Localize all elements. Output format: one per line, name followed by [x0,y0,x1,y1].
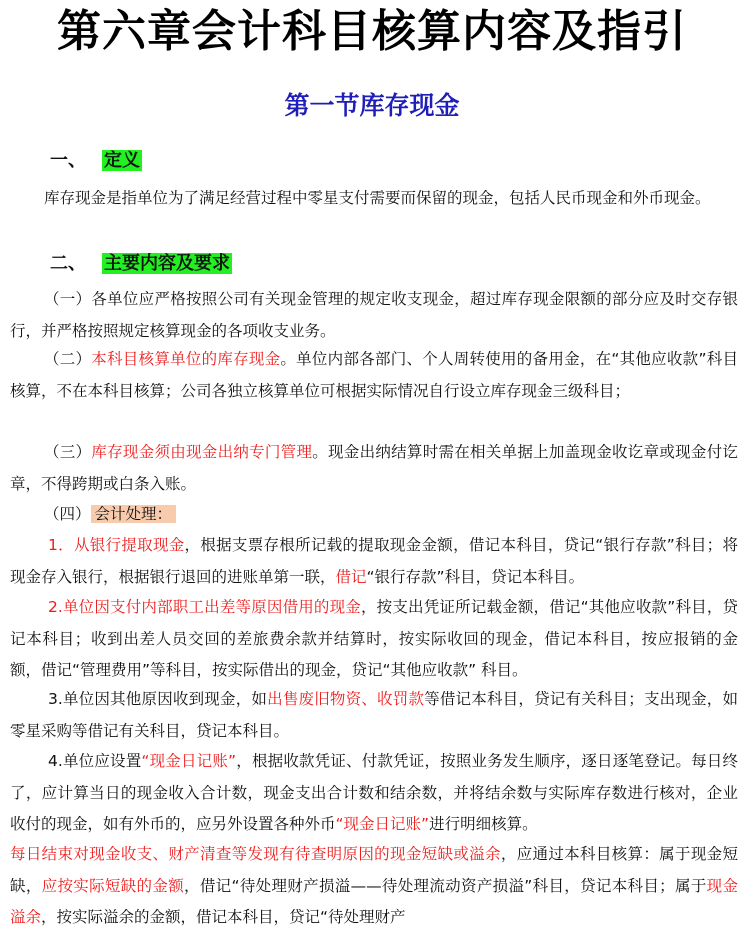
point-1-highlight-2: 借记 [335,567,367,586]
point-2-text: ，按支出凭证所记载金额，借记“其他应收款”科目，贷记本科目；收到出差人员交回的差旅费余款并结算时，按实际收回的现金，借记本科目，按应报销的金额，借记“管理费用”等科目，按实际借出的现金，贷记“其他应收款” 科目。 [10,598,739,679]
item-2-highlight: 本科目核算单位的库存现金 [91,350,281,368]
item-3-paragraph [10,437,738,500]
point-5-highlight: 每日结束对现金收支、财产清查等发现有待查明原因的现金短缺或溢余 [10,845,501,863]
point-1-paragraph [10,530,738,593]
point-5-text: ，应通过本科目核算：属于现金短缺， [10,845,738,895]
point-5-highlight-2: 应按实际短缺的金额 [41,876,185,895]
point-1-highlight: 1．从银行提取现金 [48,536,185,554]
point-4-highlight: “现金日记账” [141,752,237,770]
point-5-paragraph [10,839,738,934]
point-3-text: 3.单位因其他原因收到现金，如 [48,690,268,708]
heading-number: 二、 [50,253,86,274]
point-1-text: ，根据支票存根所记载的提取现金金额，借记本科目，贷记“银行存款”科目；将现金存入银行，根据银行退回的进账单第一联， [10,536,738,586]
point-3-paragraph [10,684,738,747]
point-4-text-3: 进行明细核算。 [429,815,538,833]
item-1-paragraph: （一）各单位应严格按照公司有关现金管理的规定收支现金，超过库存现金限额的部分应及时交存银行，并严格按照规定核算现金的各项收支业务。 [10,290,738,340]
point-5-text-2: ，借记“待处理财产损溢——待处理流动资产损溢”科目，贷记本科目；属于 [184,876,707,895]
heading-main-content [50,250,232,278]
item-2-prefix: （二） [44,350,92,368]
heading-label: 主要内容及要求 [104,253,230,274]
item-3-text: 。现金出纳结算时需在相关单据上加盖现金收讫章或现金付讫章，不得跨期或白条入账。 [10,443,738,493]
item-4-paragraph [10,499,738,531]
point-5-text-3: ，按实际溢余的金额，借记本科目，贷记“待处理财产 [41,908,406,926]
definition-paragraph: 库存现金是指单位为了满足经营过程中零星支付需要而保留的现金，包括人民币现金和外币现金。 [44,189,711,207]
heading-number: 一、 [50,150,86,171]
point-4-highlight-2: “现金日记账” [335,815,430,833]
item-2-paragraph [10,344,738,407]
item-4-prefix: （四） [44,505,91,523]
item-4-label: 会计处理： [91,505,177,523]
point-4-text-2: ，根据收款凭证、付款凭证，按照业务发生顺序，逐日逐笔登记。每日终了，应计算当日的现金收入合计数，现金支出合计数和结余数，并将结余数与实际库存数进行核对，企业收付的现金，如有外币的，应另外设置各种外币 [10,752,738,833]
section-title: 第一节库存现金 [284,91,460,120]
point-2-highlight: 2.单位因支付内部职工出差等原因借用的现金 [48,598,361,616]
point-4-text: 4.单位应设置 [48,752,142,770]
point-4-paragraph [10,746,738,841]
chapter-title: 第六章会计科目核算内容及指引 [57,6,687,57]
point-1-text-2: “银行存款”科目，贷记本科目。 [366,567,585,586]
heading-label: 定义 [104,150,140,171]
item-3-prefix: （三） [44,443,92,461]
point-3-text-2: 等借记本科目，贷记有关科目；支出现金，如零星采购等借记有关科目，贷记本科目。 [10,690,738,740]
heading-definition [50,147,142,175]
item-3-highlight: 库存现金须由现金出纳专门管理 [91,443,313,461]
point-3-highlight: 出售废旧物资、收罚款 [267,690,425,708]
item-2-text: 。单位内部各部门、个人周转使用的备用金，在“其他应收款”科目核算，不在本科目核算；公司各独立核算单位可根据实际情况自行设立库存现金三级科目； [10,350,738,400]
point-2-paragraph [10,592,738,687]
point-5-highlight-3: 现金溢余 [10,876,738,926]
